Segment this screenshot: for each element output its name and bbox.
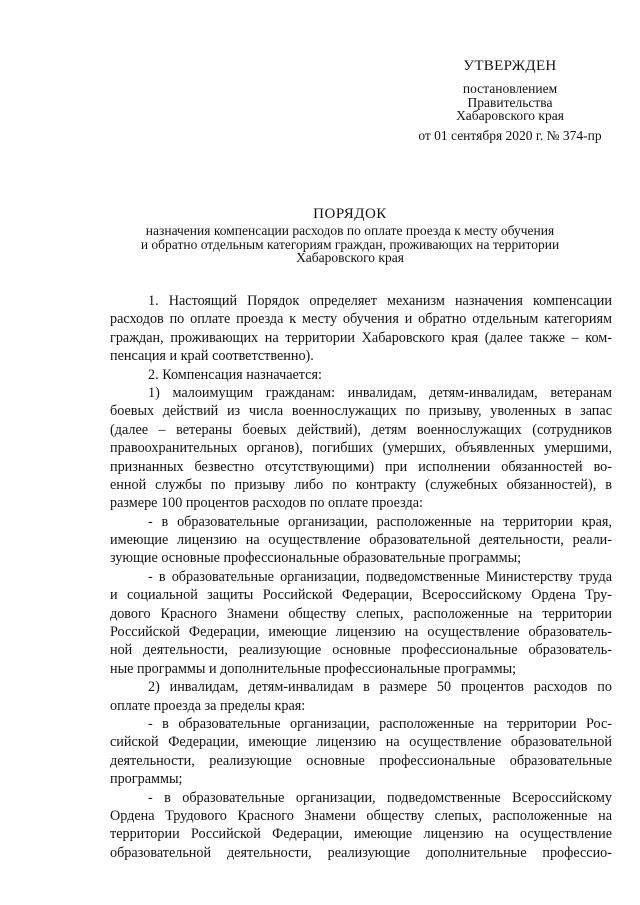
body-line: имеющие лицензию на осуществление образовательной деятельности, реали- bbox=[110, 532, 612, 549]
body-line: - в образовательные организации, расположенные на территории Рос- bbox=[148, 715, 612, 732]
body-line: пенсация и край соответственно). bbox=[110, 348, 314, 365]
body-line: ной деятельности, реализующие основные профессиональные образователь- bbox=[110, 642, 612, 659]
body-line: и социальной защиты Российской Федерации, Всероссийскому Ордена Тру- bbox=[110, 587, 612, 604]
body-line: боевых действий из числа военнослужащих по призыву, уволенных в запас bbox=[110, 403, 612, 420]
body-line: ные программы и дополнительные профессиональные программы; bbox=[110, 660, 517, 677]
body-line: - в образовательные организации, подведомственные Всероссийскому bbox=[148, 789, 612, 806]
body-line: - в образовательные организации, расположенные на территории края, bbox=[148, 513, 612, 530]
document-body bbox=[110, 292, 612, 862]
body-line: 1) малоимущим гражданам: инвалидам, детям-инвалидам, ветеранам bbox=[148, 384, 612, 401]
body-line: размере 100 процентов расходов по оплате проезда: bbox=[110, 495, 423, 512]
subtitle-line: Хабаровского края bbox=[296, 250, 404, 265]
document-title: ПОРЯДОК bbox=[313, 206, 387, 222]
body-line: 2. Компенсация назначается: bbox=[148, 366, 322, 383]
body-line: (далее – ветераны боевых действий), детям военнослужащих (сотрудников bbox=[110, 421, 612, 438]
body-line: сийской Федерации, имеющие лицензию на осуществление образовательной bbox=[110, 734, 612, 751]
body-line: - в образовательные организации, подведомственные Министерству труда bbox=[148, 568, 612, 585]
approval-block bbox=[395, 58, 625, 142]
body-line: образовательной деятельности, реализующие дополнительные профессио- bbox=[110, 844, 612, 861]
body-line: дового Красного Знамени обществу слепых, расположенные на территории bbox=[110, 605, 612, 622]
body-line: программы; bbox=[110, 771, 183, 788]
subtitle-line: и обратно отдельным категориям граждан, проживающих на территории bbox=[140, 236, 560, 252]
approval-line: от 01 сентября 2020 г. № 374-пр bbox=[418, 127, 602, 143]
body-line: территории Российской Федерации, имеющие лицензию на осуществление bbox=[110, 826, 612, 843]
body-line: деятельности, реализующие основные профессиональные образовательные bbox=[110, 752, 612, 769]
approval-line: Хабаровского края bbox=[456, 108, 564, 123]
body-line: правоохранительных органов), погибших (умерших, объявленных умершими, bbox=[110, 440, 612, 457]
body-line: зующие основные профессиональные образовательные программы; bbox=[110, 550, 522, 567]
document-subtitle bbox=[110, 224, 590, 265]
body-line: граждан, проживающих на территории Хабаровского края (далее также – ком- bbox=[110, 329, 612, 346]
body-line: признанных безвестно отсутствующими) при исполнении обязанностей во- bbox=[110, 458, 612, 475]
body-line: 1. Настоящий Порядок определяет механизм назначения компенсации bbox=[148, 293, 612, 309]
body-line: расходов по оплате проезда к месту обучения и обратно отдельным категориям bbox=[110, 311, 612, 328]
body-line: Ордена Трудового Красного Знамени обществу слепых, расположенные на bbox=[110, 807, 612, 824]
subtitle-line: назначения компенсации расходов по оплате проезда к месту обучения bbox=[145, 223, 555, 238]
approval-line: Правительства bbox=[467, 94, 553, 110]
approval-line: постановлением bbox=[462, 81, 558, 96]
body-line: енной службы по призыву либо по контракту (служебных обязанностей), в bbox=[110, 476, 612, 493]
body-line: оплате проезда за пределы края: bbox=[110, 697, 306, 714]
body-line: 2) инвалидам, детям-инвалидам в размере 50 процентов расходов по bbox=[148, 679, 612, 696]
approval-title: УТВЕРЖДЕН bbox=[463, 58, 557, 74]
body-line: Российской Федерации, имеющие лицензию на осуществление образователь- bbox=[110, 624, 612, 641]
